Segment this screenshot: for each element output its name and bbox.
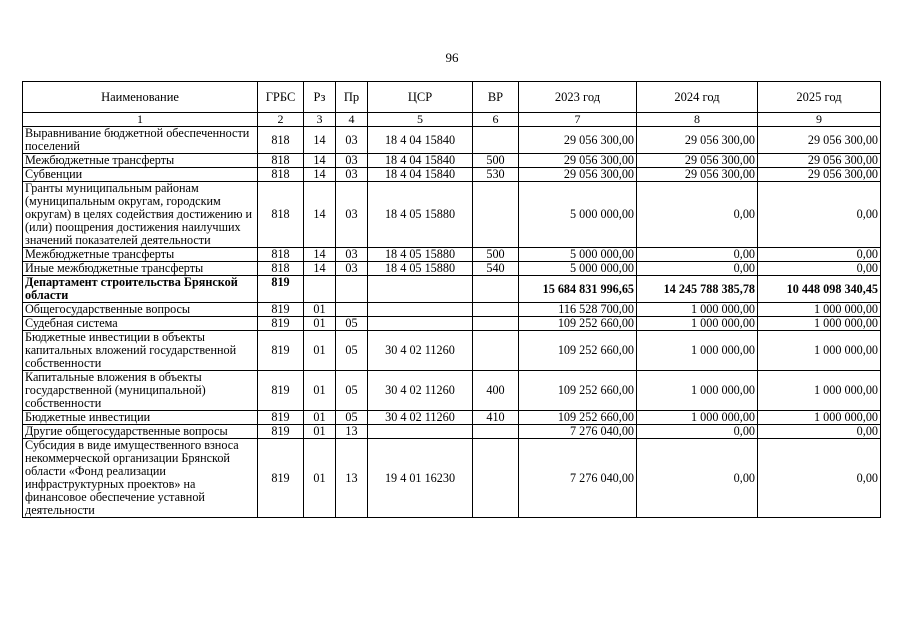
cell-vr: 500 (473, 248, 519, 262)
cell-name: Общегосударственные вопросы (23, 303, 258, 317)
cell-name: Субвенции (23, 168, 258, 182)
cell-2024: 1 000 000,00 (637, 331, 758, 371)
cell-name: Капитальные вложения в объекты государственной (муниципальной) собственности (23, 371, 258, 411)
table-row (23, 127, 881, 154)
table-row (23, 182, 881, 248)
cell-pr: 03 (336, 248, 368, 262)
cell-2025: 0,00 (758, 425, 881, 439)
cell-grbs: 819 (258, 425, 304, 439)
cell-2023: 116 528 700,00 (519, 303, 637, 317)
cell-rz: 01 (304, 317, 336, 331)
cell-2023: 7 276 040,00 (519, 425, 637, 439)
cell-pr: 05 (336, 371, 368, 411)
cell-2025: 1 000 000,00 (758, 371, 881, 411)
cell-vr (473, 317, 519, 331)
cell-rz: 01 (304, 411, 336, 425)
cell-grbs: 818 (258, 248, 304, 262)
header-name: Наименование (23, 82, 258, 113)
cell-rz: 14 (304, 168, 336, 182)
header-2025: 2025 год (758, 82, 881, 113)
cell-csr: 18 4 05 15880 (368, 182, 473, 248)
cell-2024: 0,00 (637, 182, 758, 248)
cell-2025: 1 000 000,00 (758, 303, 881, 317)
cell-2023: 5 000 000,00 (519, 262, 637, 276)
cell-csr: 18 4 05 15880 (368, 248, 473, 262)
column-number: 3 (304, 113, 336, 127)
cell-grbs: 819 (258, 317, 304, 331)
cell-vr: 500 (473, 154, 519, 168)
table-row (23, 317, 881, 331)
cell-grbs: 819 (258, 276, 304, 303)
column-number: 1 (23, 113, 258, 127)
cell-2023: 109 252 660,00 (519, 371, 637, 411)
cell-2023: 7 276 040,00 (519, 439, 637, 518)
cell-grbs: 819 (258, 371, 304, 411)
cell-name: Субсидия в виде имущественного взноса некоммерческой организации Брянской области «Фонд реализации инфраструктурных проектов» на финансовое обеспечение уставной деятельности (23, 439, 258, 518)
cell-rz: 01 (304, 371, 336, 411)
cell-2023: 29 056 300,00 (519, 168, 637, 182)
cell-2024: 0,00 (637, 439, 758, 518)
column-number: 4 (336, 113, 368, 127)
header-2024: 2024 год (637, 82, 758, 113)
cell-2023: 109 252 660,00 (519, 411, 637, 425)
cell-vr (473, 439, 519, 518)
cell-pr: 13 (336, 439, 368, 518)
table-row (23, 276, 881, 303)
cell-vr (473, 331, 519, 371)
cell-2025: 0,00 (758, 439, 881, 518)
cell-2024: 1 000 000,00 (637, 303, 758, 317)
cell-rz: 01 (304, 303, 336, 317)
header-csr: ЦСР (368, 82, 473, 113)
cell-2023: 109 252 660,00 (519, 317, 637, 331)
cell-grbs: 819 (258, 303, 304, 317)
cell-rz: 14 (304, 182, 336, 248)
cell-pr: 03 (336, 127, 368, 154)
cell-vr (473, 127, 519, 154)
cell-2024: 0,00 (637, 262, 758, 276)
table-row (23, 262, 881, 276)
column-number: 9 (758, 113, 881, 127)
header-rz: Рз (304, 82, 336, 113)
cell-grbs: 818 (258, 262, 304, 276)
column-number: 6 (473, 113, 519, 127)
table-row (23, 154, 881, 168)
cell-name: Бюджетные инвестиции в объекты капитальных вложений государственной собственности (23, 331, 258, 371)
cell-csr: 30 4 02 11260 (368, 371, 473, 411)
cell-grbs: 818 (258, 127, 304, 154)
header-grbs: ГРБС (258, 82, 304, 113)
cell-2023: 29 056 300,00 (519, 127, 637, 154)
cell-csr: 19 4 01 16230 (368, 439, 473, 518)
cell-vr (473, 303, 519, 317)
cell-pr: 03 (336, 154, 368, 168)
cell-csr: 30 4 02 11260 (368, 411, 473, 425)
cell-grbs: 819 (258, 439, 304, 518)
cell-2024: 1 000 000,00 (637, 317, 758, 331)
cell-pr: 03 (336, 182, 368, 248)
cell-csr: 18 4 04 15840 (368, 154, 473, 168)
cell-grbs: 818 (258, 182, 304, 248)
cell-name: Другие общегосударственные вопросы (23, 425, 258, 439)
cell-2025: 0,00 (758, 182, 881, 248)
cell-csr (368, 276, 473, 303)
cell-pr: 03 (336, 168, 368, 182)
cell-pr: 05 (336, 411, 368, 425)
cell-2024: 29 056 300,00 (637, 168, 758, 182)
cell-vr: 400 (473, 371, 519, 411)
cell-rz: 01 (304, 439, 336, 518)
cell-rz: 01 (304, 331, 336, 371)
table-row (23, 411, 881, 425)
cell-2024: 1 000 000,00 (637, 371, 758, 411)
cell-vr: 540 (473, 262, 519, 276)
cell-vr: 530 (473, 168, 519, 182)
cell-2025: 29 056 300,00 (758, 168, 881, 182)
cell-name: Иные межбюджетные трансферты (23, 262, 258, 276)
cell-csr: 18 4 04 15840 (368, 168, 473, 182)
cell-vr (473, 425, 519, 439)
cell-vr (473, 182, 519, 248)
cell-grbs: 819 (258, 411, 304, 425)
cell-2023: 5 000 000,00 (519, 182, 637, 248)
cell-csr: 18 4 04 15840 (368, 127, 473, 154)
cell-2023: 29 056 300,00 (519, 154, 637, 168)
cell-2025: 0,00 (758, 262, 881, 276)
page-number: 96 (445, 50, 459, 65)
cell-2024: 29 056 300,00 (637, 154, 758, 168)
cell-csr (368, 317, 473, 331)
cell-name: Межбюджетные трансферты (23, 248, 258, 262)
cell-2024: 14 245 788 385,78 (637, 276, 758, 303)
header-pr: Пр (336, 82, 368, 113)
cell-pr: 05 (336, 317, 368, 331)
cell-2023: 5 000 000,00 (519, 248, 637, 262)
table-row (23, 331, 881, 371)
header-2023: 2023 год (519, 82, 637, 113)
column-number: 7 (519, 113, 637, 127)
cell-2023: 109 252 660,00 (519, 331, 637, 371)
table-row (23, 168, 881, 182)
column-number: 5 (368, 113, 473, 127)
column-number-row (23, 113, 881, 127)
cell-csr (368, 425, 473, 439)
cell-grbs: 819 (258, 331, 304, 371)
cell-vr: 410 (473, 411, 519, 425)
table-row (23, 303, 881, 317)
cell-name: Гранты муниципальным районам (муниципальным округам, городским округам) в целях содействия достижению и (или) поощрения достижения наилучших значений показателей деятельности (23, 182, 258, 248)
cell-2024: 1 000 000,00 (637, 411, 758, 425)
cell-vr (473, 276, 519, 303)
cell-name: Межбюджетные трансферты (23, 154, 258, 168)
cell-pr: 05 (336, 331, 368, 371)
cell-grbs: 818 (258, 168, 304, 182)
cell-pr: 03 (336, 262, 368, 276)
cell-grbs: 818 (258, 154, 304, 168)
cell-csr: 30 4 02 11260 (368, 331, 473, 371)
budget-table (22, 81, 881, 518)
cell-rz: 01 (304, 425, 336, 439)
column-number: 2 (258, 113, 304, 127)
table-row (23, 425, 881, 439)
table-body (23, 127, 881, 518)
cell-rz: 14 (304, 127, 336, 154)
cell-2025: 29 056 300,00 (758, 154, 881, 168)
cell-2024: 29 056 300,00 (637, 127, 758, 154)
cell-2023: 15 684 831 996,65 (519, 276, 637, 303)
table-row (23, 439, 881, 518)
cell-2025: 29 056 300,00 (758, 127, 881, 154)
cell-csr (368, 303, 473, 317)
cell-2025: 0,00 (758, 248, 881, 262)
cell-pr (336, 276, 368, 303)
cell-rz: 14 (304, 154, 336, 168)
column-number: 8 (637, 113, 758, 127)
cell-name: Выравнивание бюджетной обеспеченности поселений (23, 127, 258, 154)
cell-pr: 13 (336, 425, 368, 439)
table-row (23, 371, 881, 411)
cell-name: Бюджетные инвестиции (23, 411, 258, 425)
cell-2024: 0,00 (637, 425, 758, 439)
cell-name: Судебная система (23, 317, 258, 331)
cell-pr (336, 303, 368, 317)
cell-2025: 1 000 000,00 (758, 411, 881, 425)
cell-rz: 14 (304, 248, 336, 262)
cell-name: Департамент строительства Брянской области (23, 276, 258, 303)
cell-2025: 1 000 000,00 (758, 317, 881, 331)
cell-rz (304, 276, 336, 303)
cell-rz: 14 (304, 262, 336, 276)
cell-2024: 0,00 (637, 248, 758, 262)
table-row (23, 248, 881, 262)
cell-2025: 10 448 098 340,45 (758, 276, 881, 303)
cell-2025: 1 000 000,00 (758, 331, 881, 371)
table-header-row (23, 82, 881, 113)
cell-csr: 18 4 05 15880 (368, 262, 473, 276)
header-vr: ВР (473, 82, 519, 113)
